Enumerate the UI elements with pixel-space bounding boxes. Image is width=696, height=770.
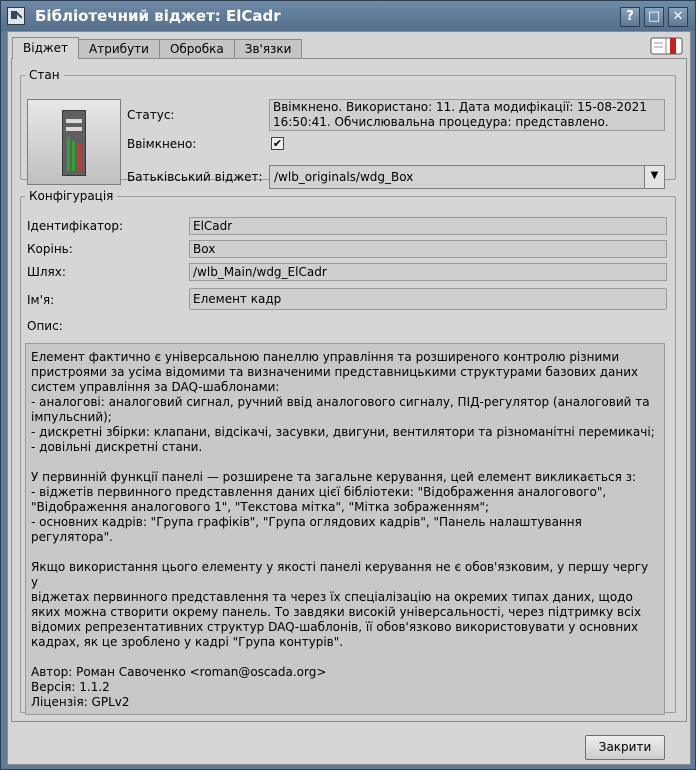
root-value[interactable]: Box bbox=[189, 240, 667, 258]
identifier-value[interactable]: ElCadr bbox=[189, 217, 667, 235]
config-legend: Конфігурація bbox=[29, 189, 114, 203]
help-button[interactable]: ? bbox=[620, 7, 640, 27]
preview-gauge-icon bbox=[62, 110, 86, 176]
config-group bbox=[20, 189, 676, 713]
title-bar[interactable] bbox=[1, 1, 695, 31]
parent-widget-select[interactable] bbox=[269, 165, 665, 189]
library-book-icon[interactable] bbox=[650, 36, 684, 56]
status-label: Статус: bbox=[127, 108, 175, 122]
path-value[interactable]: /wlb_Main/wdg_ElCadr bbox=[189, 263, 667, 281]
state-legend: Стан bbox=[29, 68, 60, 82]
parent-widget-label: Батьківський віджет: bbox=[127, 170, 263, 184]
close-button[interactable]: Закрити bbox=[585, 735, 665, 760]
path-label: Шлях: bbox=[27, 265, 66, 279]
description-label: Опис: bbox=[27, 319, 63, 333]
identifier-label: Ідентифікатор: bbox=[27, 219, 124, 233]
tab-widget[interactable]: Віджет bbox=[12, 37, 79, 59]
widget-preview-image bbox=[27, 99, 121, 185]
status-value: Ввімкнено. Використано: 11. Дата модифікації: 15-08-2021 16:50:41. Обчислювальна процедура: представлено. bbox=[269, 99, 665, 131]
tab-links[interactable]: Зв'язки bbox=[234, 39, 303, 59]
root-label: Корінь: bbox=[27, 242, 73, 256]
state-group bbox=[20, 68, 676, 184]
tab-processing[interactable]: Обробка bbox=[159, 39, 235, 59]
window-title: Бібліотечний віджет: ElCadr bbox=[35, 7, 281, 25]
description-textarea[interactable]: Елемент фактично є універсальною панеллю управління та розширеного контролю різними пристроями за усіма відомими та визначеними представницькими структурами базових даних систем управління за DAQ-шаблонами: - аналогові: аналоговий сигнал, ручний ввід аналогового сигналу, ПІД-регулятор (аналоговий та імпульсний); - дискретні збірки: клапани, відсікачі, засувки, двигуни, вентилятори та різноманітні перемикачі; - довільні дискретні стани. У первинній функції панелі — розширене та загальне керування, цей елемент викликається з: - віджетів первинного представлення даних цієї бібліотеки: "Відображення аналогового", "Відображення аналогового 1", "Текстова мітка", "Мітка зображенням"; - основних кадрів: "Група графіків", "Група оглядових кадрів", "Панель налаштування регулятора". Якщо використання цього елементу у якості панелі керування не є обов'язковим, у першу чергу у віджетах первинного представлення та через їх спеціалізацію на окремих типах даних, щодо яких можна створити окрему панель. То завдяки високій універсальності, через підтримку всіх відомих репрезентативних структур DAQ-шаблонів, її обов'язково використовувати у основних кадрах, як це зроблено у кадрі "Група контурів". Автор: Роман Савоченко <roman@oscada.org> Версія: 1.1.2 Ліцензія: GPLv2 bbox=[25, 343, 665, 715]
enabled-checkbox[interactable]: ✔ bbox=[272, 137, 283, 150]
name-label: Ім'я: bbox=[27, 293, 55, 307]
tab-attributes[interactable]: Атрибути bbox=[78, 39, 160, 59]
chevron-down-icon[interactable]: ▼ bbox=[644, 166, 664, 188]
close-window-button[interactable]: ✕ bbox=[668, 7, 688, 27]
dialog-client-area bbox=[7, 31, 691, 765]
name-input[interactable]: Елемент кадр bbox=[189, 288, 667, 310]
enabled-label: Ввімкнено: bbox=[127, 137, 197, 151]
maximize-button[interactable]: □ bbox=[644, 7, 664, 27]
tab-bar bbox=[12, 37, 301, 59]
widget-tab-panel bbox=[11, 58, 687, 722]
parent-widget-value: /wlb_originals/wdg_Box bbox=[274, 170, 414, 184]
window-menu-icon[interactable] bbox=[7, 7, 25, 25]
